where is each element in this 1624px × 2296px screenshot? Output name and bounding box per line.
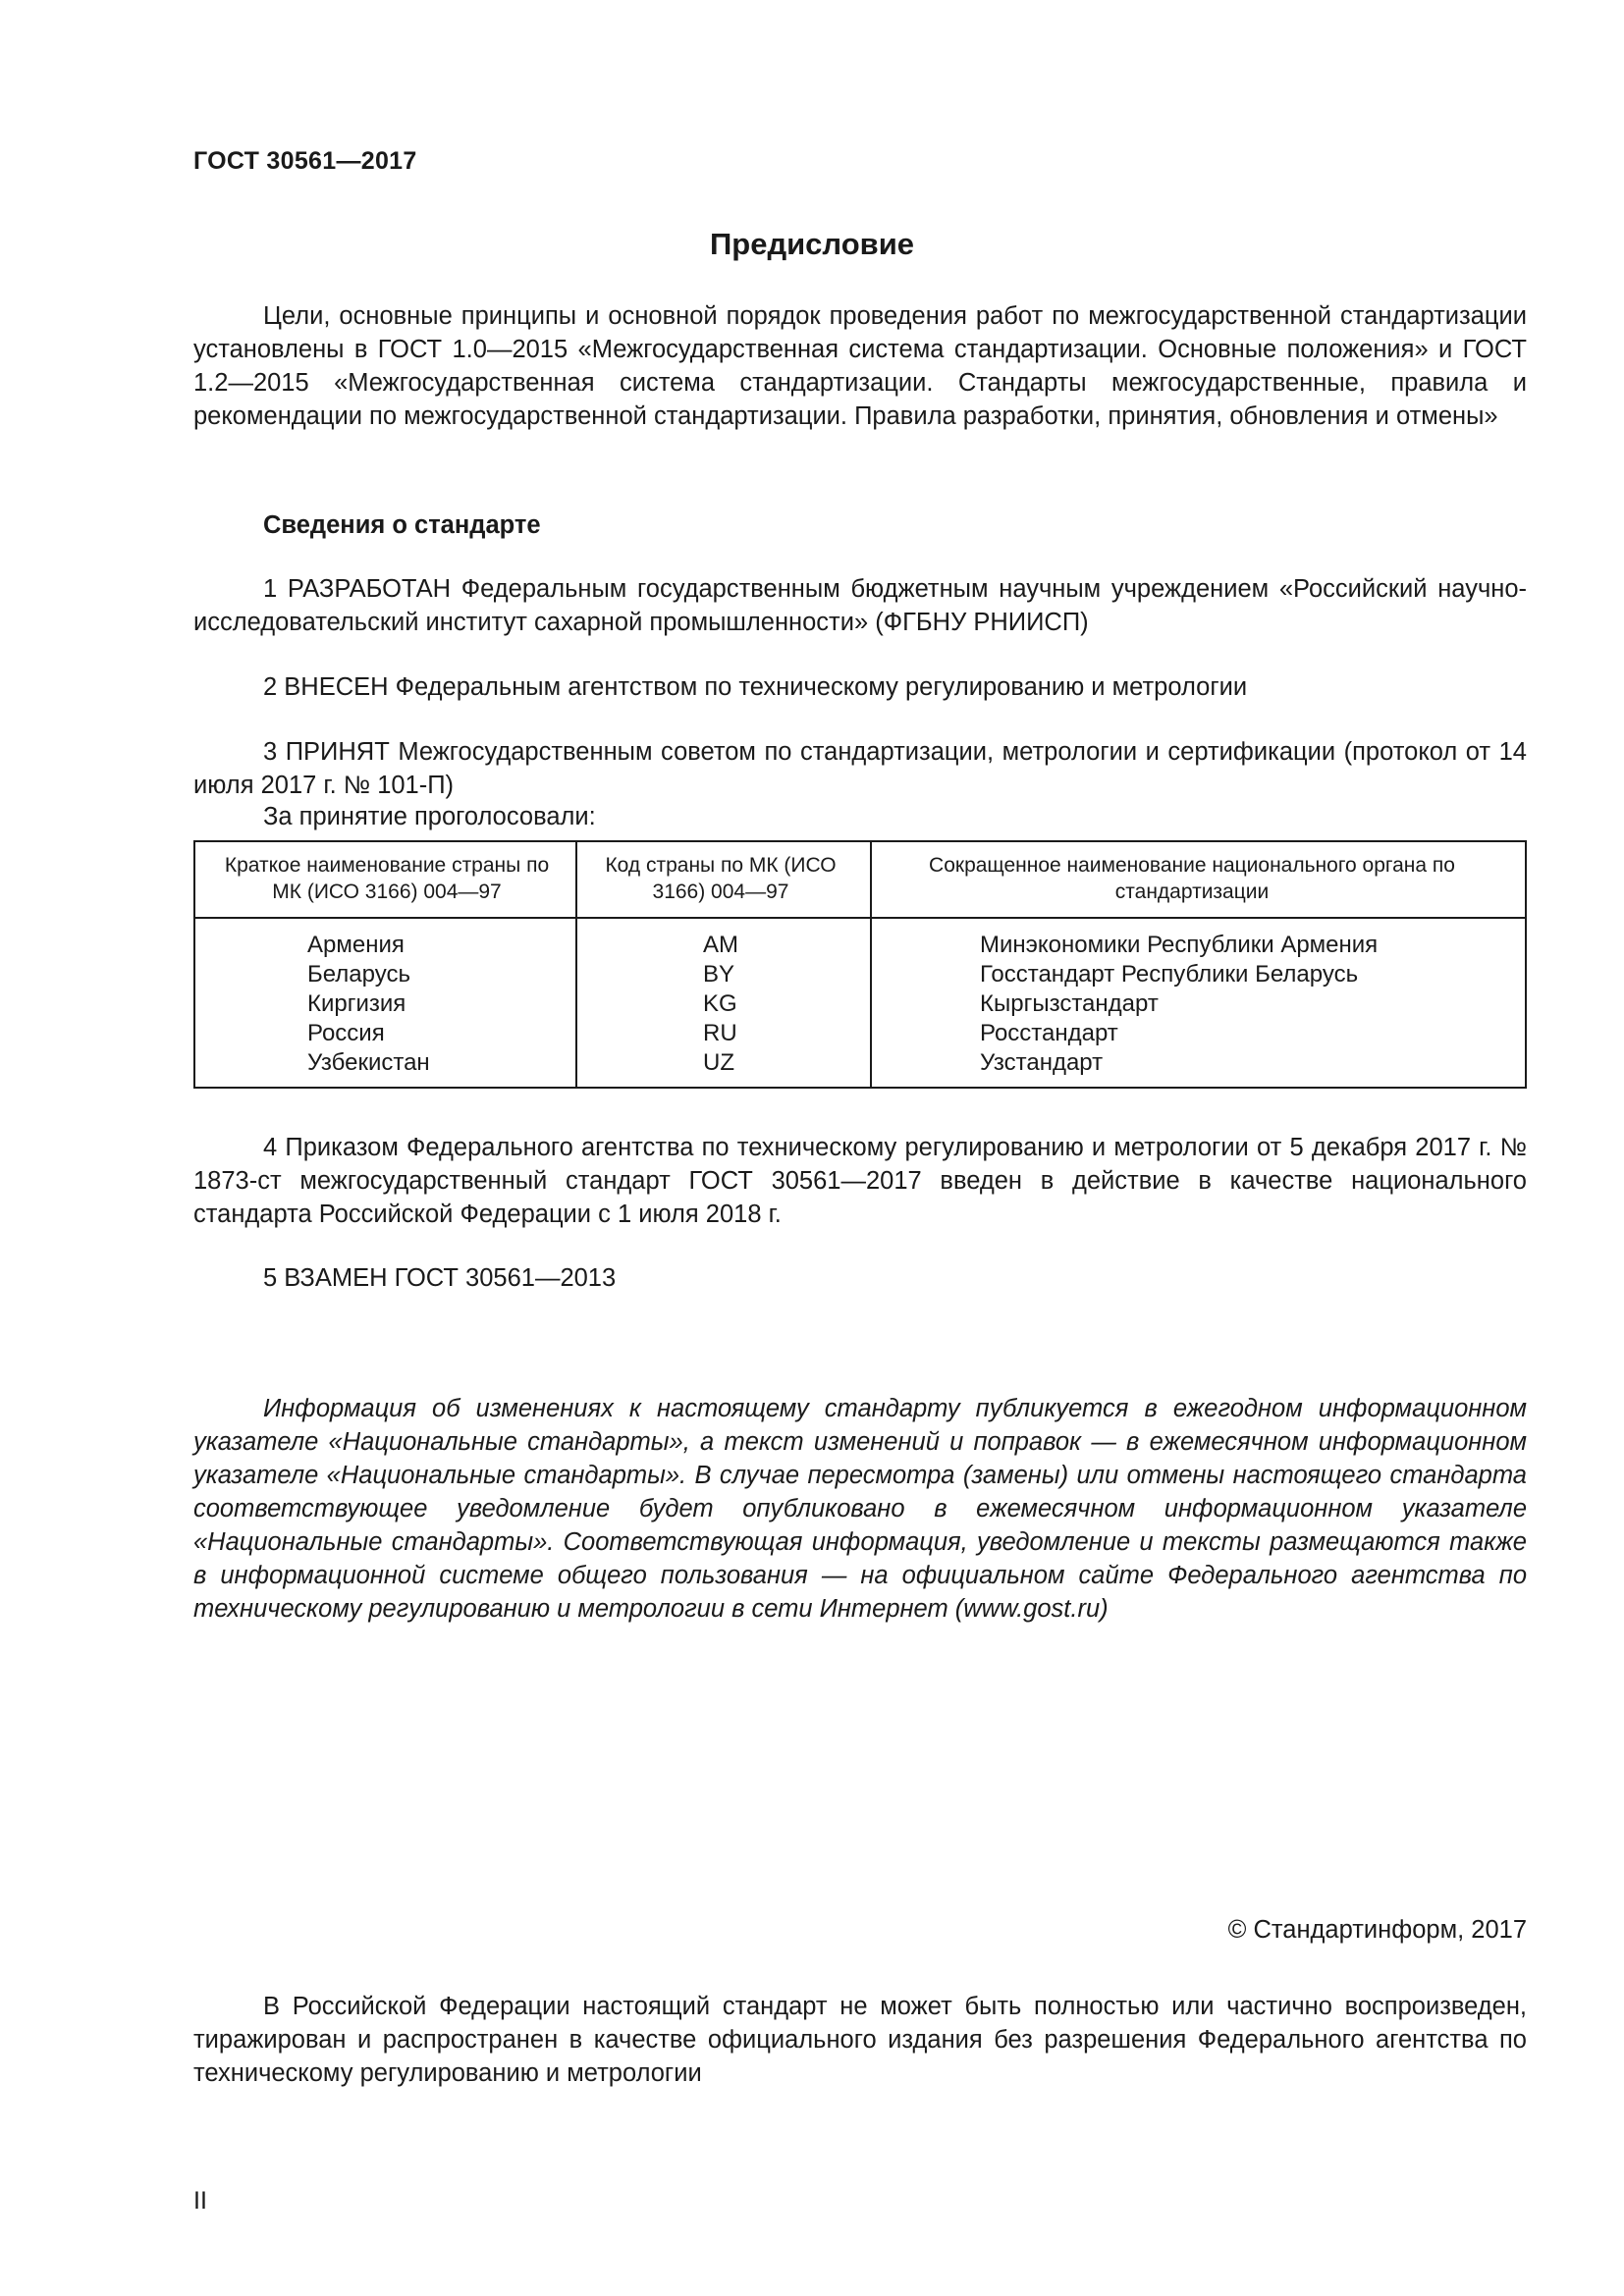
intro-paragraph: Цели, основные принципы и основной порядок проведения работ по межгосударственной стандартизации установлены в ГОСТ 1.0—2015 «Межгосударственная система стандартизации. Основные положения» и ГОСТ 1.2—2015 «Межгосударственная система стандартизации. Стандарты межгосударственные, правила и рекомендации по межгосударственной стандартизации. Правила разработки, принятия, обновления и отмены» [193,302,1527,430]
copyright-notice: © Стандартинформ, 2017 [1227,1916,1527,1944]
table-cell-code: AM [703,932,738,958]
info-item-4: 4 Приказом Федерального агентства по техническому регулированию и метрологии от 5 декабря 2017 г. № 1873-ст межгосударственный стандарт ГОСТ 30561—2017 введен в действие в качестве национального стандарта Российской Федерации с 1 июля 2018 г. [193,1134,1527,1228]
countries-table [193,840,1527,1089]
table-cell-body: Госстандарт Республики Беларусь [980,961,1359,988]
table-cell-country: Киргизия [307,990,406,1017]
table-cell-country: Армения [307,932,405,958]
table-cell-body: Узстандарт [980,1049,1104,1076]
table-cell-body: Росстандарт [980,1020,1118,1046]
table-cell-body: Минэкономики Республики Армения [980,932,1379,958]
table-cell-code: BY [703,961,735,988]
legal-notice: В Российской Федерации настоящий стандарт не может быть полностью или частично воспроизведен, тиражирован и распространен в качестве официального издания без разрешения Федерального агентства по техническому регулированию и метрологии [193,1993,1527,2087]
table-cell-body: Кыргызстандарт [980,990,1159,1017]
voted-label: За принятие проголосовали: [263,803,596,830]
page-number: II [193,2187,207,2215]
table-column-divider [870,842,872,1087]
table-header-national-body: Сокращенное наименование национального органа по стандартизации [929,854,1455,903]
info-item-2: 2 ВНЕСЕН Федеральным агентством по техническому регулированию и метрологии [263,673,1248,701]
table-column-country-codes [703,931,738,1078]
table-column-country-names [307,931,430,1078]
changes-info-notice: Информация об изменениях к настоящему стандарту публикуется в ежегодном информационном указателе «Национальные стандарты», а текст изменений и поправок — в ежемесячном информационном указателе «Национальные стандарты». В случае пересмотра (замены) или отмены настоящего стандарта соответствующее уведомление будет опубликовано в ежемесячном информационном указателе «Национальные стандарты». Соответствующая информация, уведомление и тексты размещаются также в информационной системе общего пользования — на официальном сайте Федерального агентства по техническому регулированию и метрологии в сети Интернет (www.gost.ru) [193,1395,1527,1623]
table-header-country-code: Код страны по МК (ИСО 3166) 004—97 [605,854,837,903]
table-header-country-name: Краткое наименование страны по МК (ИСО 3166) 004—97 [224,854,550,903]
table-column-divider [575,842,577,1087]
document-code: ГОСТ 30561—2017 [193,147,417,175]
table-cell-code: KG [703,990,737,1017]
table-cell-code: RU [703,1020,737,1046]
table-cell-code: UZ [703,1049,734,1076]
info-item-1: 1 РАЗРАБОТАН Федеральным государственным бюджетным научным учреждением «Российский научно-исследовательский институт сахарной промышленности» (ФГБНУ РНИИСП) [193,575,1527,636]
table-column-national-bodies [980,931,1378,1078]
info-item-5: 5 ВЗАМЕН ГОСТ 30561—2013 [263,1264,617,1292]
table-cell-country: Россия [307,1020,385,1046]
table-header-row [195,842,1525,919]
page-title: Предисловие [709,227,914,261]
info-item-3: 3 ПРИНЯТ Межгосударственным советом по стандартизации, метрологии и сертификации (протокол от 14 июля 2017 г. № 101-П) [193,738,1527,799]
table-cell-country: Узбекистан [307,1049,430,1076]
section-heading-standard-info: Сведения о стандарте [263,511,541,539]
table-cell-country: Беларусь [307,961,410,988]
